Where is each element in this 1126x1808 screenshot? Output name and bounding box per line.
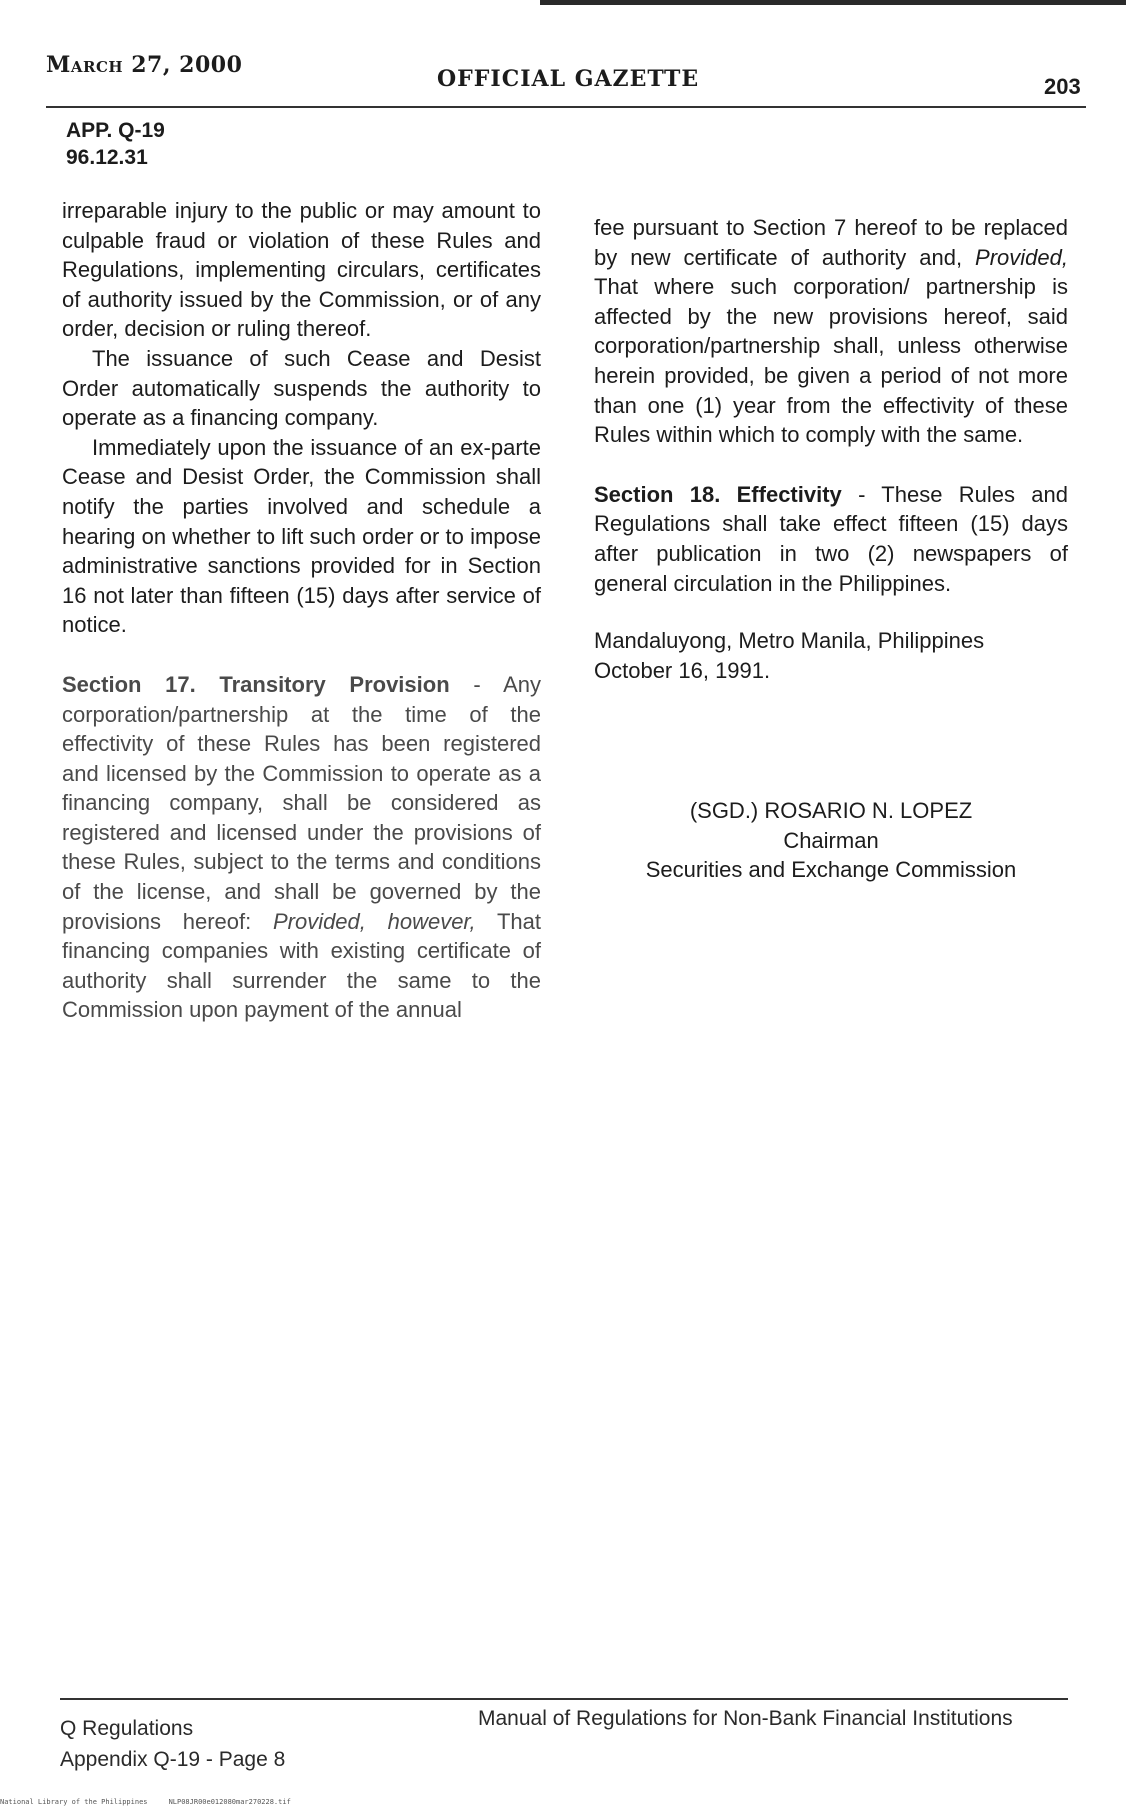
appendix-code: APP. Q-19 [66,119,165,142]
paragraph-fee-b: That where such corporation/ partnership is affected by the new provisions hereof, said corporation/partnership shall, unless otherwise herein provided, be given a period of not more than one (1) year from the effectivity of these Rules within which to comply with the same. [594,274,1068,448]
section-18-heading: Section 18. Effectivity [594,481,842,507]
appendix-date: 96.12.31 [66,146,148,169]
section-17-proviso: Provided, however, [272,908,476,934]
paragraph-fee-proviso: Provided, [975,244,1068,270]
footer-rule [60,1698,1068,1700]
appendix-code-block [66,117,165,171]
gazette-title: OFFICIAL GAZETTE [437,66,700,92]
scan-top-bar [540,0,1126,5]
signatory-org: Securities and Exchange Commission [645,857,1017,883]
scan-info: National Library of the Philippines NLP08JR00e012080mar270228.tif [0,1798,291,1806]
section-18 [594,480,1068,598]
signatory-title: Chairman [783,827,879,853]
header-rule [46,106,1086,108]
place-line: Mandaluyong, Metro Manila, Philippines [594,628,985,654]
gazette-date-month: March [46,52,124,78]
footer-left [60,1713,285,1775]
section-17-heading: Section 17. Transitory Provision [62,671,450,697]
right-column [594,213,1068,685]
paragraph-injury: irreparable injury to the public or may amount to culpable fraud or violation of these Rules and Regulations, implementing circulars, certificates of authority issued by the Commission, or of any order, decision or ruling thereof. [62,198,541,342]
gazette-date [46,52,242,78]
section-17-body-b: That financing companies with existing certificate of authority shall surrender the same to the Commission upon payment of the annual [62,908,541,1023]
left-column [62,196,541,1025]
signatory-name: (SGD.) ROSARIO N. LOPEZ [689,798,973,823]
signature-block [594,796,1068,885]
section-17-body-a: - Any corporation/partnership at the time of the effectivity of these Rules has been registered and licensed by the Commission to operate as a financing company, shall be considered as registered and licensed under the provisions of these Rules, subject to the terms and conditions of the license, and shall be governed by the provisions hereof: [62,671,542,934]
footer-manual-title: Manual of Regulations for Non-Bank Financial Institutions [478,1707,1013,1730]
paragraph-fee-a: fee pursuant to Section 7 hereof to be replaced by new certificate of authority and, [594,215,1068,270]
footer-regulations: Q Regulations [60,1717,194,1740]
paragraph-fee [594,213,1068,450]
gazette-date-rest: 27, 2000 [123,52,243,78]
section-18-body: - These Rules and Regulations shall take effect fifteen (15) days after publication in two (2) newspapers of general circulation in the Philippines. [594,481,1068,596]
date-line: October 16, 1991. [594,657,771,683]
footer-appendix-page: Appendix Q-19 - Page 8 [60,1748,286,1771]
section-17 [62,670,541,1025]
page-number: 203 [1044,74,1081,99]
paragraph-cease-desist: The issuance of such Cease and Desist Order automatically suspends the authority to operate as a financing company. [62,345,541,431]
paragraph-ex-parte: Immediately upon the issuance of an ex-parte Cease and Desist Order, the Commission shall notify the parties involved and schedule a hearing on whether to lift such order or to impose administrative sanctions provided for in Section 16 not later than fifteen (15) days after service of notice. [62,434,541,638]
